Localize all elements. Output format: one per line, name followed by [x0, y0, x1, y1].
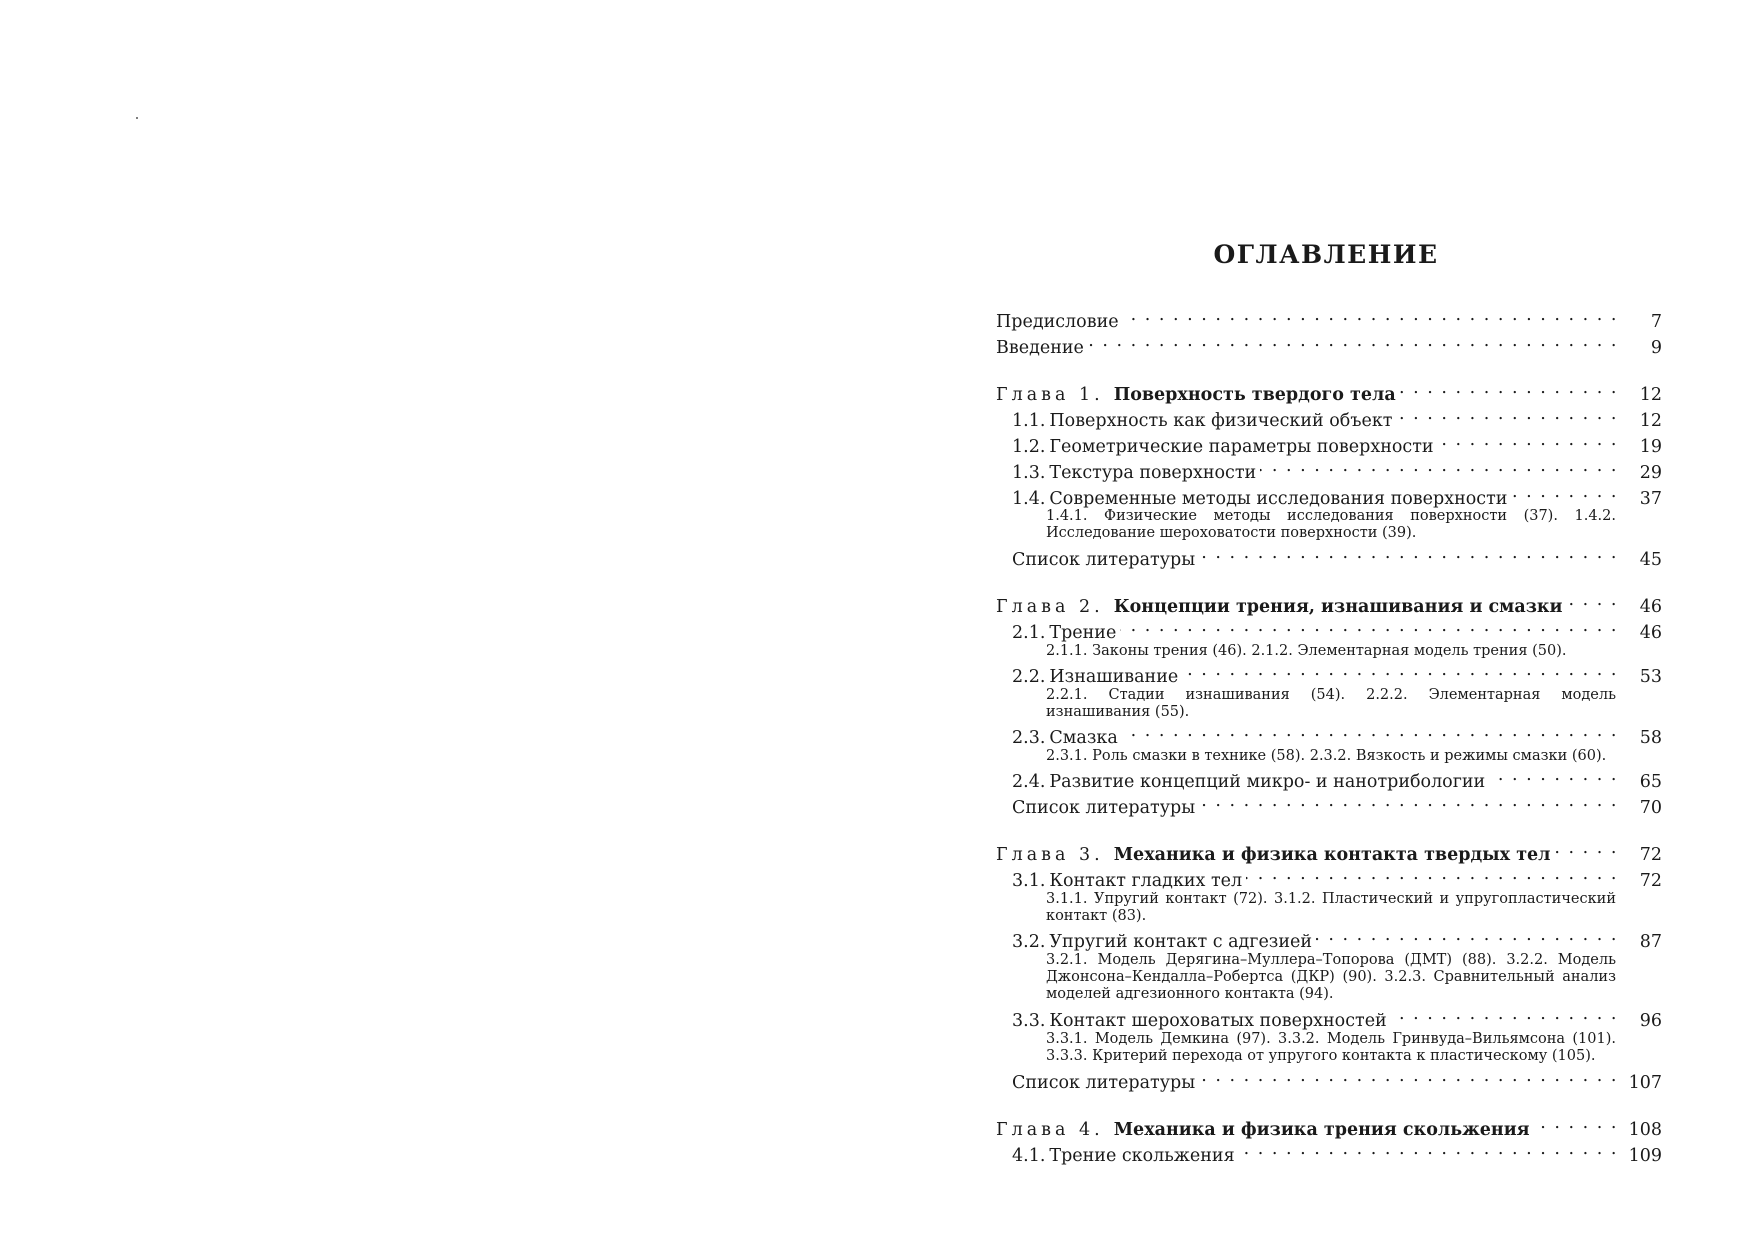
page-number: 12: [1639, 411, 1662, 431]
section-title: Смазка: [1049, 728, 1118, 748]
section-number: 2.2.: [1012, 667, 1046, 687]
toc-section-3-2[interactable]: [1012, 927, 1662, 954]
section-number: 1.1.: [1012, 411, 1046, 431]
section-details: 3.2.1. Модель Дерягина–Муллера–Топорова (ДМТ) (88). 3.2.2. Модель Джонсона–Кендалла–Робертса (ДКР) (90). 3.2.3. Сравнительный анализ моделей адгезионного контакта (94).: [1046, 952, 1616, 1002]
leader-dots: [1088, 333, 1618, 353]
toc-references-3[interactable]: [1012, 1068, 1662, 1095]
toc-entry-introduction[interactable]: [996, 333, 1662, 360]
toc-references-2[interactable]: [1012, 793, 1662, 820]
section-details: 2.1.1. Законы трения (46). 2.1.2. Элементарная модель трения (50).: [1046, 643, 1567, 659]
page-number: 19: [1639, 437, 1662, 457]
leader-dots: [1534, 1115, 1618, 1135]
leader-dots: [1438, 432, 1618, 452]
section-title: Поверхность как физический объект: [1049, 411, 1393, 431]
leader-dots: [1199, 545, 1618, 565]
page-number: 108: [1628, 1120, 1662, 1140]
page-number: 46: [1639, 597, 1662, 617]
page-number: 107: [1628, 1073, 1662, 1093]
page-number: 37: [1639, 489, 1662, 509]
toc-section-2-4[interactable]: [1012, 767, 1662, 794]
toc-section-4-1[interactable]: [1012, 1141, 1662, 1168]
section-number: 2.4.: [1012, 772, 1046, 792]
section-number: 2.1.: [1012, 623, 1046, 643]
toc-section-1-2[interactable]: [1012, 432, 1662, 459]
toc-references-1[interactable]: [1012, 545, 1662, 572]
toc-section-3-3[interactable]: [1012, 1006, 1662, 1033]
toc-section-2-3[interactable]: [1012, 723, 1662, 750]
section-details: 1.4.1. Физические методы исследования поверхности (37). 1.4.2. Исследование шероховатости поверхности (39).: [1046, 508, 1616, 541]
references-title: Список литературы: [1012, 1073, 1196, 1093]
page-number: 46: [1639, 623, 1662, 643]
section-title: Трение скольжения: [1049, 1146, 1235, 1166]
page-number: 29: [1639, 463, 1662, 483]
leader-dots: [1239, 1141, 1618, 1161]
chapter-title: Механика и физика трения скольжения: [1113, 1120, 1530, 1140]
leader-dots: [1120, 618, 1618, 638]
page-number: 12: [1639, 385, 1662, 405]
page-number: 96: [1639, 1011, 1662, 1031]
section-title: Упругий контакт с адгезией: [1049, 932, 1313, 952]
page-number: 70: [1639, 798, 1662, 818]
chapter-title: Поверхность твердого тела: [1113, 385, 1396, 405]
page-number: 45: [1639, 550, 1662, 570]
section-number: 1.2.: [1012, 437, 1046, 457]
section-title: Контакт шероховатых поверхностей: [1049, 1011, 1387, 1031]
toc-chapter-1[interactable]: [996, 380, 1662, 407]
chapter-prefix: Глава 4.: [996, 1120, 1104, 1140]
section-number: 1.4.: [1012, 489, 1046, 509]
toc-section-1-3[interactable]: [1012, 458, 1662, 485]
leader-dots: [1199, 1068, 1618, 1088]
section-title: Текстура поверхности: [1049, 463, 1257, 483]
toc-section-1-1[interactable]: [1012, 406, 1662, 433]
section-details: 3.3.1. Модель Демкина (97). 3.3.2. Модель Гринвуда–Вильямсона (101). 3.3.3. Критерий перехода от упругого контакта к пластическому (105).: [1046, 1031, 1616, 1064]
section-details: 3.1.1. Упругий контакт (72). 3.1.2. Пластический и упругопластический контакт (83).: [1046, 891, 1616, 924]
section-title: Трение: [1049, 623, 1117, 643]
toc-section-2-2[interactable]: [1012, 662, 1662, 689]
section-title: Геометрические параметры поверхности: [1049, 437, 1434, 457]
page-number: 65: [1639, 772, 1662, 792]
leader-dots: [1199, 793, 1618, 813]
section-details: 2.2.1. Стадии изнашивания (54). 2.2.2. Элементарная модель изнашивания (55).: [1046, 687, 1616, 720]
page-number: 109: [1628, 1146, 1662, 1166]
leader-dots: [1122, 723, 1618, 743]
leader-dots: [1182, 662, 1618, 682]
section-number: 3.2.: [1012, 932, 1046, 952]
page-number: 87: [1639, 932, 1662, 952]
leader-dots: [1123, 307, 1618, 327]
entry-title: Предисловие: [996, 312, 1119, 332]
leader-dots: [1567, 592, 1618, 612]
leader-dots: [1391, 1006, 1618, 1026]
section-title: Развитие концепций микро- и нанотрибологии: [1049, 772, 1486, 792]
chapter-title: Концепции трения, изнашивания и смазки: [1113, 597, 1563, 617]
section-details: 2.3.1. Роль смазки в технике (58). 2.3.2. Вязкость и режимы смазки (60).: [1046, 748, 1607, 764]
section-title: Контакт гладких тел: [1049, 871, 1243, 891]
section-number: 2.3.: [1012, 728, 1046, 748]
stray-dot: [136, 117, 138, 119]
page-number: 53: [1639, 667, 1662, 687]
page-number: 72: [1639, 845, 1662, 865]
chapter-prefix: Глава 2.: [996, 597, 1104, 617]
references-title: Список литературы: [1012, 550, 1196, 570]
leader-dots: [1400, 380, 1618, 400]
toc-chapter-4[interactable]: [996, 1115, 1662, 1142]
references-title: Список литературы: [1012, 798, 1196, 818]
section-number: 3.1.: [1012, 871, 1046, 891]
leader-dots: [1555, 840, 1618, 860]
leader-dots: [1396, 406, 1618, 426]
section-title: Современные методы исследования поверхности: [1049, 489, 1508, 509]
entry-title: Введение: [996, 338, 1084, 358]
toc-title: ОГЛАВЛЕНИЕ: [1213, 240, 1439, 269]
toc-chapter-2[interactable]: [996, 592, 1662, 619]
chapter-prefix: Глава 3.: [996, 845, 1104, 865]
toc-chapter-3[interactable]: [996, 840, 1662, 867]
leader-dots: [1260, 458, 1618, 478]
section-number: 4.1.: [1012, 1146, 1046, 1166]
leader-dots: [1489, 767, 1618, 787]
toc-section-3-1[interactable]: [1012, 866, 1662, 893]
section-title: Изнашивание: [1049, 667, 1179, 687]
page-number: 72: [1639, 871, 1662, 891]
page-number: 9: [1650, 338, 1662, 358]
leader-dots: [1316, 927, 1618, 947]
section-number: 1.3.: [1012, 463, 1046, 483]
page-number: 7: [1650, 312, 1662, 332]
toc-section-2-1[interactable]: [1012, 618, 1662, 645]
chapter-title: Механика и физика контакта твердых тел: [1113, 845, 1551, 865]
leader-dots: [1511, 484, 1618, 504]
page-number: 58: [1639, 728, 1662, 748]
chapter-prefix: Глава 1.: [996, 385, 1104, 405]
section-number: 3.3.: [1012, 1011, 1046, 1031]
toc-entry-preface[interactable]: [996, 307, 1662, 334]
toc-section-1-4[interactable]: [1012, 484, 1662, 511]
leader-dots: [1246, 866, 1618, 886]
